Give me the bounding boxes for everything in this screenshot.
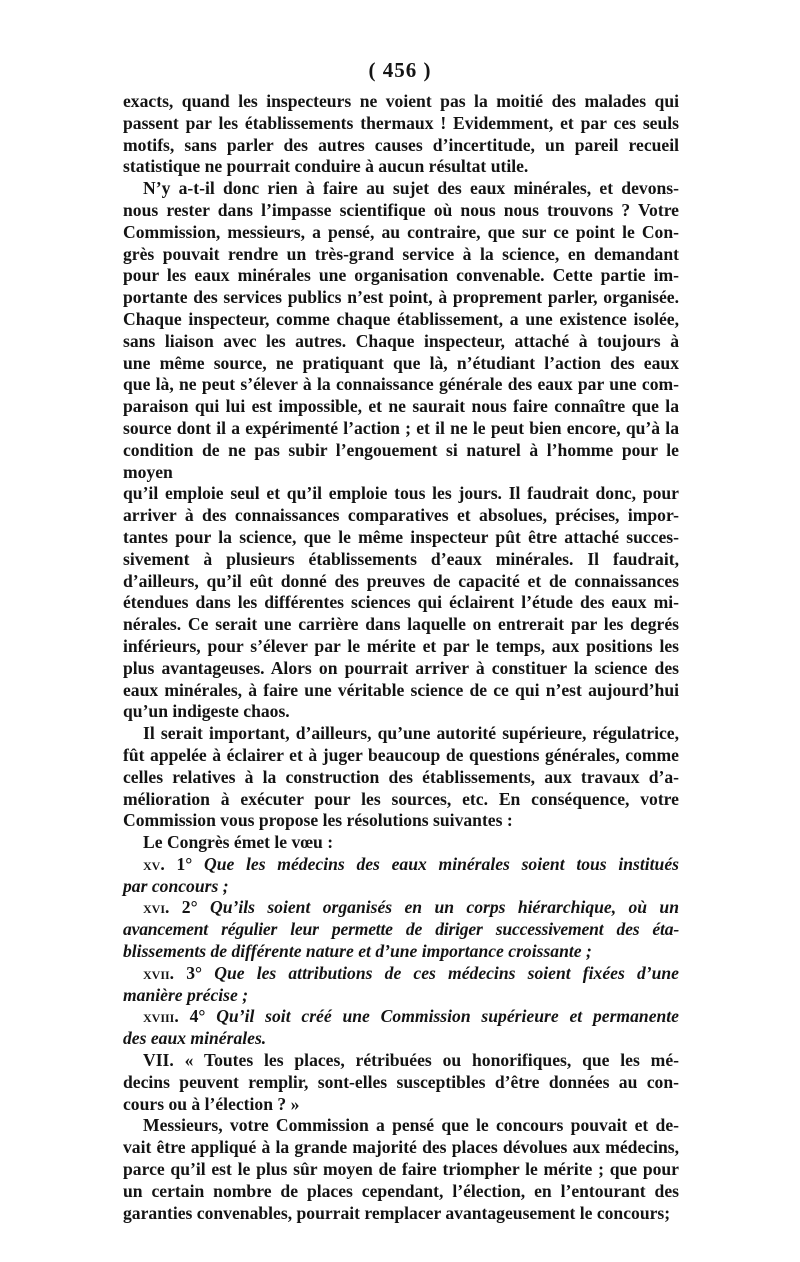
resolution-line <box>123 941 679 963</box>
resolution-number: xvi. <box>143 897 170 918</box>
paragraph-line: pour les eaux minérales une organisation convenable. Cette partie im- <box>123 265 679 286</box>
resolution-mark: 1° <box>176 853 193 874</box>
paragraph-line: statistique ne pourrait conduire à aucun résultat utile. <box>123 156 529 177</box>
question-number: VII. <box>143 1050 174 1071</box>
resolution-mark: 2° <box>181 897 198 918</box>
resolution-text: par concours ; <box>123 875 229 896</box>
resolution-number: xv. <box>143 853 165 874</box>
resolution-line <box>123 854 679 876</box>
question-text: cours ou à l’élection ? » <box>123 1093 300 1114</box>
question-text: « Toutes les places, rétribuées ou honorifiques, que les mé- <box>184 1050 679 1071</box>
paragraph-line: celles relatives à la construction des établissements, aux travaux d’a- <box>123 766 679 787</box>
paragraph-line: étendues dans les différentes sciences qui éclairent l’étude des eaux mi- <box>123 592 679 613</box>
question-line <box>123 1094 679 1116</box>
paragraph-line: Chaque inspecteur, comme chaque établissement, a une existence isolée, <box>123 308 679 329</box>
closing-line: garanties convenables, pourrait remplacer avantageusement le concours; <box>123 1202 671 1223</box>
paragraph-line: exacts, quand les inspecteurs ne voient pas la moitié des malades qui <box>123 91 679 111</box>
resolution-mark: 4° <box>189 1006 206 1027</box>
resolution-text: Qu’ils soient organisés en un corps hiérarchique, où un <box>210 897 679 918</box>
resolution-line <box>123 1006 679 1028</box>
resolution-line <box>123 1028 679 1050</box>
paragraph-line: arriver à des connaissances comparatives et absolues, précises, impor- <box>123 505 679 526</box>
resolution-number: xviii. <box>143 1006 179 1027</box>
resolution-number: xvii. <box>143 962 175 983</box>
paragraph-line: Commission, messieurs, a pensé, au contraire, que sur ce point le Con- <box>123 221 679 242</box>
resolution-text: Que les attributions de ces médecins soient fixées d’une <box>214 962 679 983</box>
resolution-text: blissements de différente nature et d’une importance croissante ; <box>123 941 592 962</box>
resolution-text: Qu’il soit créé une Commission supérieure et permanente <box>216 1006 679 1027</box>
resolution-line <box>123 876 679 898</box>
resolution-line <box>123 963 679 985</box>
closing-line: Messieurs, votre Commission a pensé que le concours pouvait et de- <box>143 1115 679 1136</box>
resolution-line <box>123 919 679 941</box>
paragraph-line: grès pouvait rendre un très-grand service à la science, en demandant <box>123 243 679 264</box>
paragraph-line: nérales. Ce serait une carrière dans laquelle on entrerait par les degrés <box>123 614 679 635</box>
paragraph-line: nous rester dans l’impasse scientifique où nous nous trouvons ? Votre <box>123 199 679 220</box>
resolution-line <box>123 985 679 1007</box>
question-line <box>123 1050 679 1072</box>
paragraph-line: condition de ne pas subir l’engouement si naturel à l’homme pour le moyen <box>123 439 679 482</box>
paragraph-line: sans liaison avec les autres. Chaque inspecteur, attaché à toujours à <box>123 330 679 351</box>
paragraph-line: passent par les établissements thermaux ! Evidemment, et par ces seuls <box>123 112 679 133</box>
resolution-text: Que les médecins des eaux minérales soient tous institués <box>204 853 679 874</box>
paragraph-line: qu’un indigeste chaos. <box>123 701 290 722</box>
resolution-text: des eaux minérales. <box>123 1028 267 1049</box>
resolution-mark: 3° <box>186 962 203 983</box>
resolution-text: avancement régulier leur permette de diriger successivement des éta- <box>123 919 679 940</box>
paragraph-line: motifs, sans parler des autres causes d’incertitude, un pareil recueil <box>123 134 679 155</box>
paragraph-line: tantes pour la science, que le même inspecteur pût être attaché succes- <box>123 526 679 547</box>
page-number: ( 456 ) <box>368 58 432 82</box>
paragraph-line: inférieurs, pour s’élever par le mérite et par le temps, aux positions les <box>123 635 679 656</box>
paragraph-line: qu’il emploie seul et qu’il emploie tous les jours. Il faudrait donc, pour <box>123 483 679 504</box>
paragraph-line: paraison qui lui est impossible, et ne saurait nous faire connaître que la <box>123 396 679 417</box>
congress-line: Le Congrès émet le vœu : <box>143 832 334 853</box>
paragraph-line: Il serait important, d’ailleurs, qu’une autorité supérieure, régulatrice, <box>143 723 679 744</box>
paragraph-line: fût appelée à éclairer et à juger beaucoup de questions générales, comme <box>123 744 679 765</box>
paragraph-line: source dont il a expérimenté l’action ; et il ne le peut bien encore, qu’à la <box>123 417 679 438</box>
resolution-line <box>123 897 679 919</box>
paragraph-line: une même source, ne pratiquant que là, n’étudiant l’action des eaux <box>123 352 679 373</box>
question-text: decins peuvent remplir, sont-elles susceptibles d’être données au con- <box>123 1071 679 1092</box>
resolution-text: manière précise ; <box>123 984 249 1005</box>
paragraph-line: plus avantageuses. Alors on pourrait arriver à constituer la science des <box>123 657 679 678</box>
closing-line: parce qu’il est le plus sûr moyen de faire triompher le mérite ; que pour <box>123 1159 679 1180</box>
question-line <box>123 1072 679 1094</box>
body-text <box>123 91 679 1224</box>
paragraph-line: portante des services publics n’est point, à proprement parler, organisée. <box>123 287 679 308</box>
paragraph-line: N’y a-t-il donc rien à faire au sujet des eaux minérales, et devons- <box>143 178 679 199</box>
paragraph-line: Commission vous propose les résolutions suivantes : <box>123 810 513 831</box>
paragraph-line: mélioration à exécuter pour les sources, etc. En conséquence, votre <box>123 788 679 809</box>
paragraph-line: sivement à plusieurs établissements d’eaux minérales. Il faudrait, <box>123 548 679 569</box>
closing-line: un certain nombre de places cependant, l’élection, en l’entourant des <box>123 1180 679 1201</box>
paragraph-line: d’ailleurs, qu’il eût donné des preuves de capacité et de connaissances <box>123 570 679 591</box>
closing-line: vait être appliqué à la grande majorité des places dévolues aux médecins, <box>123 1137 679 1158</box>
paragraph-line: que là, ne peut s’élever à la connaissance générale des eaux par une com- <box>123 374 679 395</box>
paragraph-line: eaux minérales, à faire une véritable science de ce qui n’est aujourd’hui <box>123 679 679 700</box>
